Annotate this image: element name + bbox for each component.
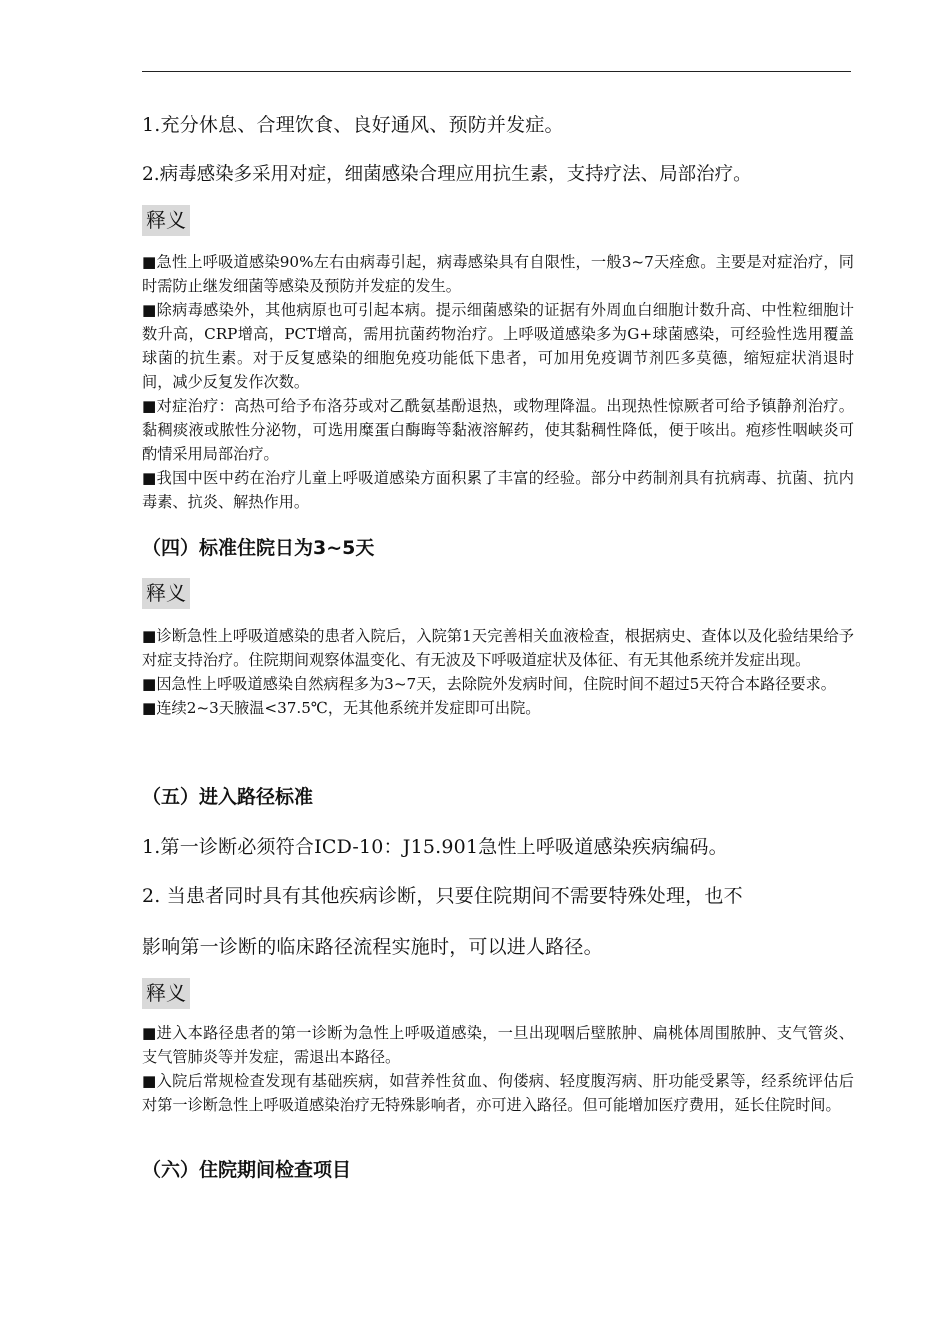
note-paragraph: ■入院后常规检查发现有基础疾病，如营养性贫血、佝偻病、轻度腹泻病、肝功能受累等，经系统评估后对第一诊断急性上呼吸道感染治疗无特殊影响者，亦可进入路径。但可能增加医疗费用，延长住院时间。 — [142, 1072, 854, 1114]
treatment-item-2: 2.病毒感染多采用对症，细菌感染合理应用抗生素，支持疗法、局部治疗。 — [142, 164, 752, 185]
section-heading-4: （四）标准住院日为3~5天 — [142, 537, 375, 559]
note-paragraph: ■除病毒感染外，其他病原也可引起本病。提示细菌感染的证据有外周血白细胞计数升高、中性粒细胞计数升高，CRP增高，PCT增高，需用抗菌药物治疗。上呼吸道感染多为G+球菌感染，可经验性选用覆盖球菌的抗生素。对于反复感染的细胞免疫功能低下患者，可加用免疫调节剂匹多莫德，缩短症状消退时间，减少反复发作次数。 — [142, 301, 854, 391]
section-heading-5: （五）进入路径标准 — [142, 786, 314, 808]
explanation-label: 释义 — [142, 578, 190, 609]
note-paragraph: ■连续2~3天腋温<37.5℃，无其他系统并发症即可出院。 — [142, 699, 541, 717]
treatment-item-1: 1.充分休息、合理饮食、良好通风、预防并发症。 — [142, 114, 564, 136]
note-paragraph: ■急性上呼吸道感染90%左右由病毒引起，病毒感染具有自限性，一般3~7天痊愈。主要是对症治疗，同时需防止继发细菌等感染及预防并发症的发生。 — [142, 253, 854, 295]
criteria-item-1: 1.第一诊断必须符合ICD-10：J15.901急性上呼吸道感染疾病编码。 — [142, 836, 728, 858]
criteria-item-2-line-1: 2. 当患者同时具有其他疾病诊断，只要住院期间不需要特殊处理，也不 — [142, 885, 743, 907]
explanation-label: 释义 — [142, 978, 190, 1009]
note-paragraph: ■我国中医中药在治疗儿童上呼吸道感染方面积累了丰富的经验。部分中药制剂具有抗病毒、抗菌、抗内毒素、抗炎、解热作用。 — [142, 469, 854, 511]
header-rule — [142, 71, 851, 72]
section-heading-6: （六）住院期间检查项目 — [142, 1159, 352, 1181]
note-paragraph: ■进入本路径患者的第一诊断为急性上呼吸道感染，一旦出现咽后壁脓肿、扁桃体周围脓肿、支气管炎、支气管肺炎等并发症，需退出本路径。 — [142, 1024, 854, 1066]
note-paragraph: ■诊断急性上呼吸道感染的患者入院后，入院第1天完善相关血液检查，根据病史、查体以及化验结果给予对症支持治疗。住院期间观察体温变化、有无波及下呼吸道症状及体征、有无其他系统并发症出现。 — [142, 627, 854, 669]
explanation-notes-3 — [142, 1021, 854, 1117]
explanation-notes-2 — [142, 624, 854, 720]
criteria-item-2-line-2: 影响第一诊断的临床路径流程实施时，可以进人路径。 — [142, 936, 603, 958]
explanation-label: 释义 — [142, 205, 190, 236]
note-paragraph: ■因急性上呼吸道感染自然病程多为3~7天，去除院外发病时间，住院时间不超过5天符合本路径要求。 — [142, 675, 836, 693]
explanation-notes-1 — [142, 250, 854, 514]
note-paragraph: ■对症治疗：高热可给予布洛芬或对乙酰氨基酚退热，或物理降温。出现热性惊厥者可给予镇静剂治疗。黏稠痰液或脓性分泌物，可选用糜蛋白酶晦等黏液溶解药，使其黏稠性降低，便于咳出。疱疹性咽峡炎可酌情采用局部治疗。 — [142, 397, 854, 463]
